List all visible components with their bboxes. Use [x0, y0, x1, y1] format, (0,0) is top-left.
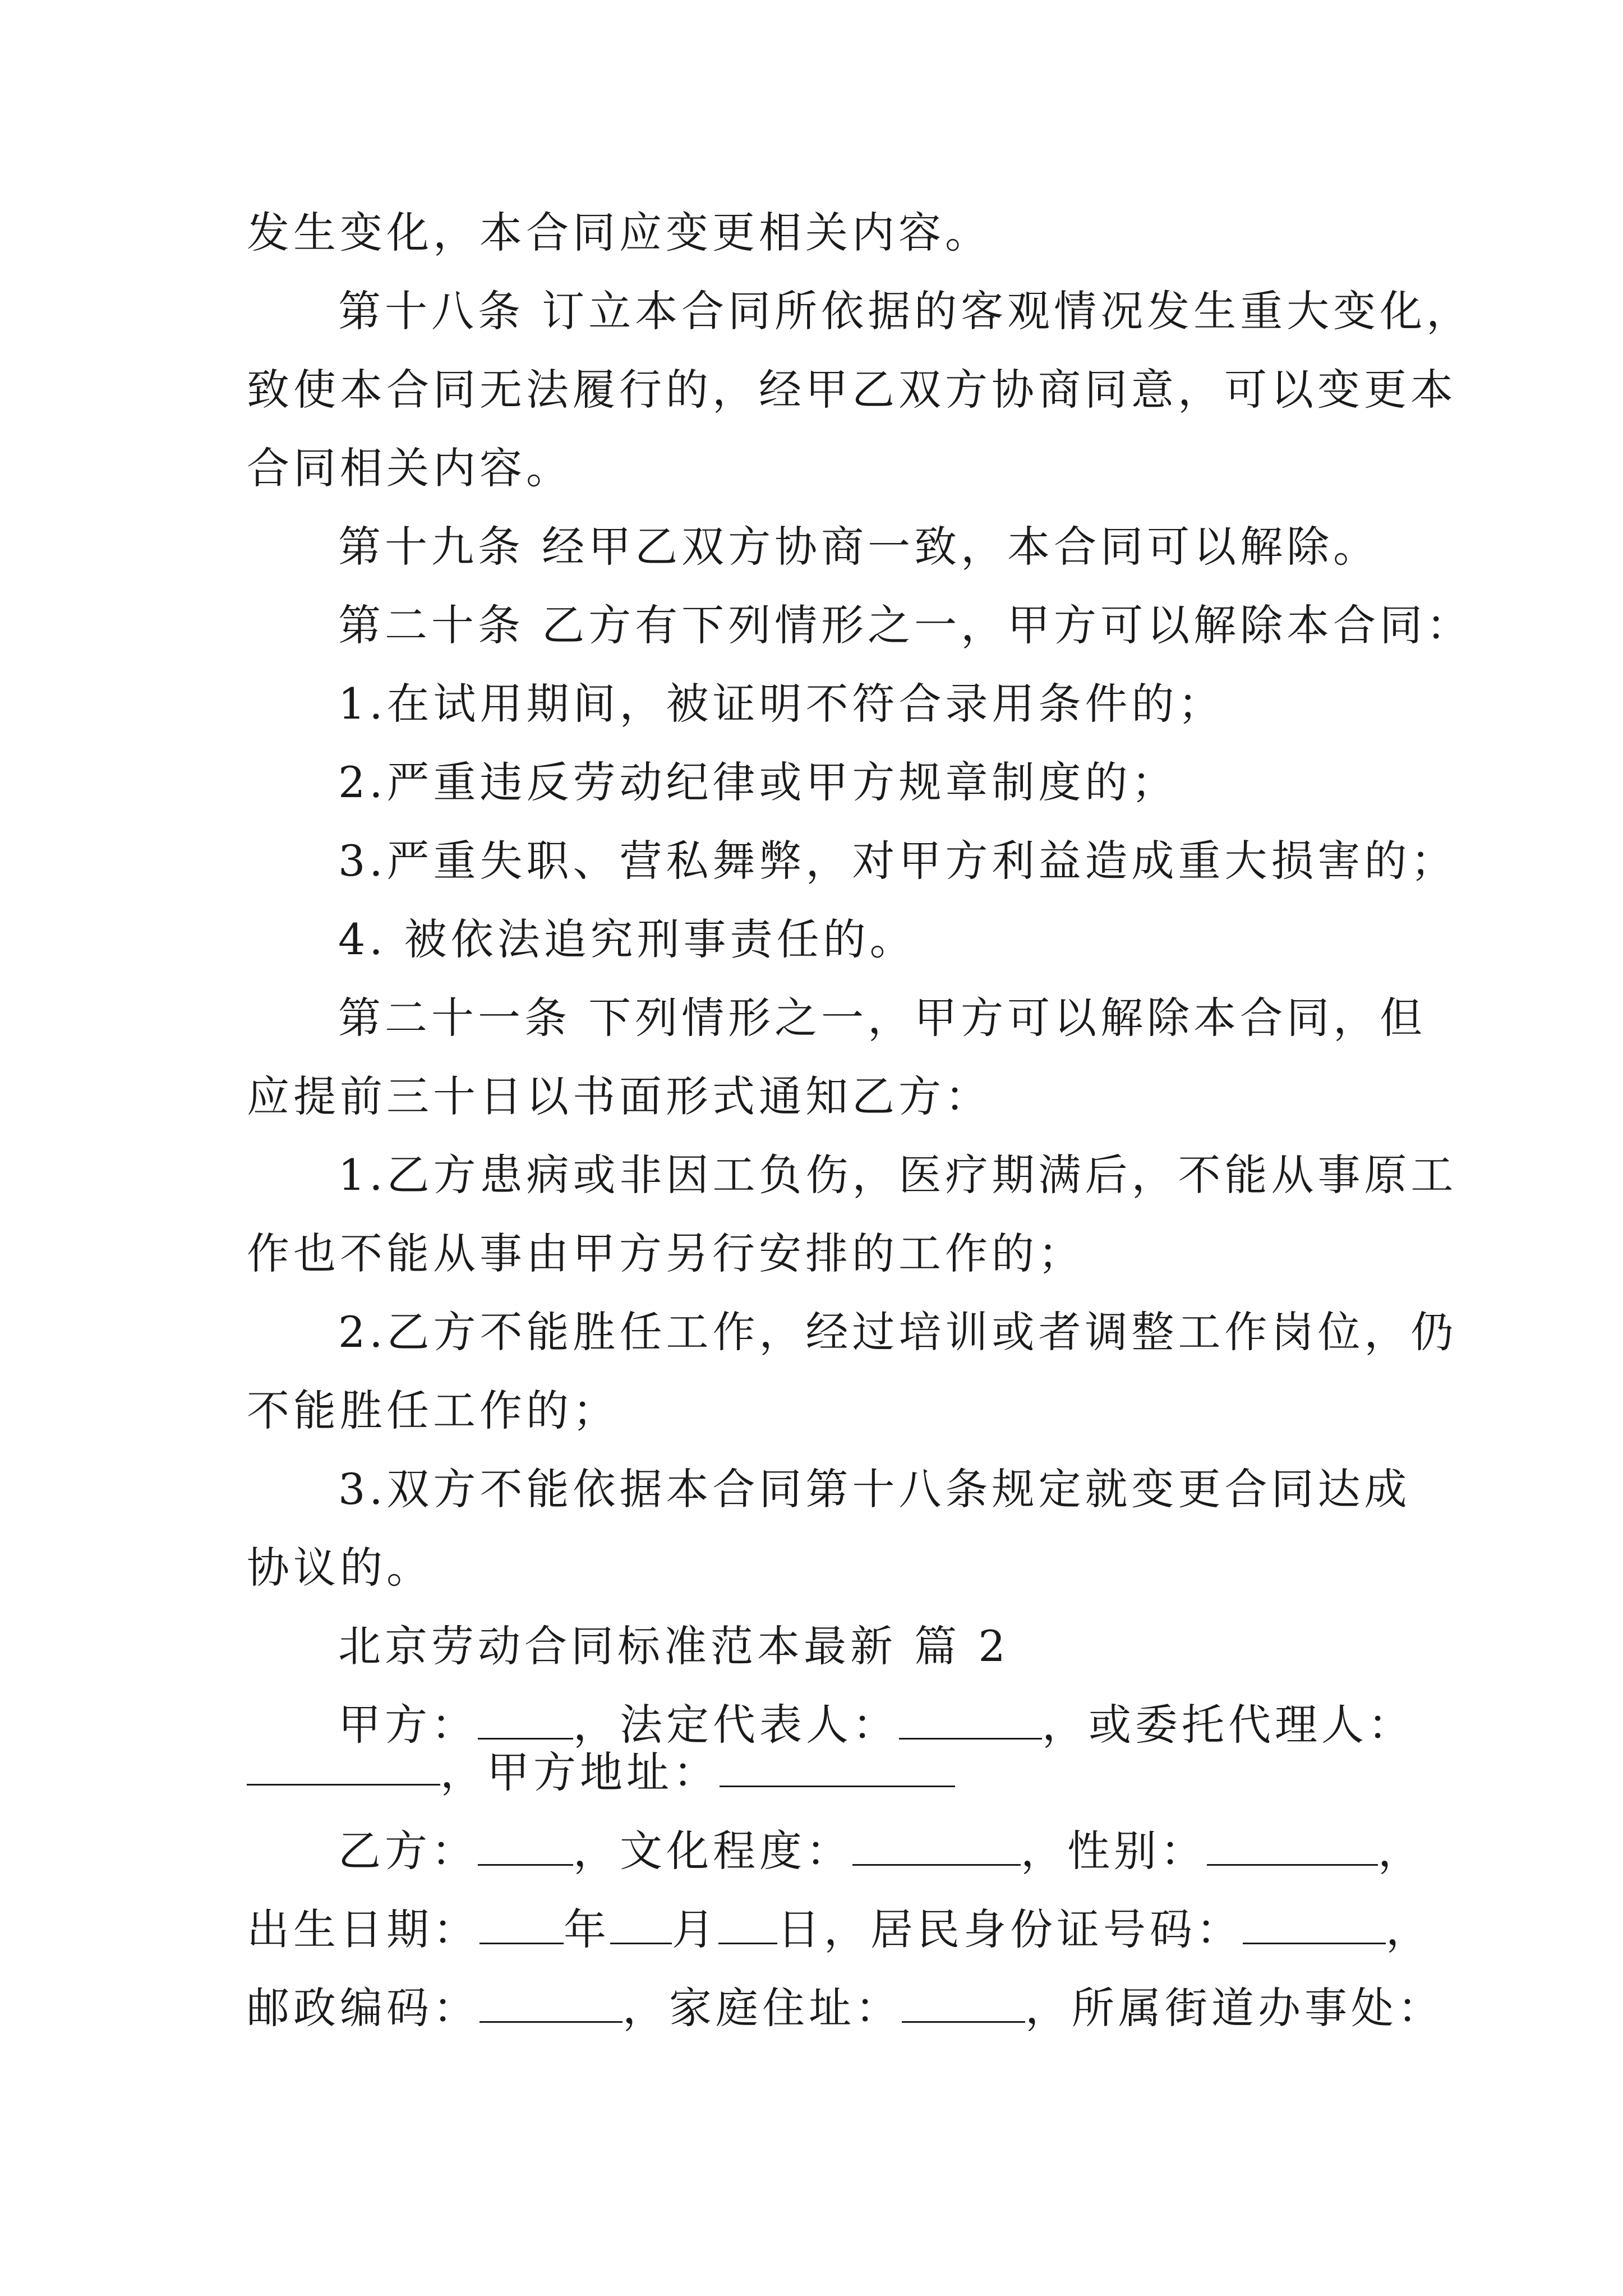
- article-21-item-1-line-2: 作也不能从事由甲方另行安排的工作的；: [247, 1228, 1085, 1278]
- id-comma: ，: [1386, 1904, 1432, 1954]
- birth-year-blank[interactable]: [479, 1902, 564, 1944]
- article-21-item-2-line-2: 不能胜任工作的；: [247, 1386, 619, 1435]
- article-21-item-2-line-1: 2.乙方不能胜任工作，经过培训或者调整工作岗位，仍: [338, 1307, 1458, 1357]
- article-18-line-3: 合同相关内容。: [247, 443, 573, 493]
- birth-label: 出生日期：: [247, 1904, 479, 1954]
- gender-comma: ，: [1378, 1826, 1424, 1876]
- street-office-label: ，所属街道办事处：: [1025, 1983, 1444, 2033]
- party-b-blank[interactable]: [478, 1824, 573, 1866]
- birth-day-blank[interactable]: [718, 1902, 777, 1944]
- party-a-blank[interactable]: [478, 1697, 573, 1740]
- article-20-item-3: 3.严重失职、营私舞弊，对甲方利益造成重大损害的；: [338, 836, 1458, 886]
- education-blank[interactable]: [852, 1824, 1021, 1866]
- text-line-1: 发生变化，本合同应变更相关内容。: [247, 208, 992, 257]
- year-label: 年: [564, 1904, 610, 1954]
- article-20: 第二十条 乙方有下列情形之一，甲方可以解除本合同：: [338, 600, 1473, 650]
- postcode-label: 邮政编码：: [247, 1983, 479, 2033]
- article-20-item-4: 4. 被依法追究刑事责任的。: [338, 914, 916, 964]
- article-21-item-3-line-1: 3.双方不能依据本合同第十八条规定就变更合同达成: [338, 1464, 1411, 1514]
- birth-line: [247, 1902, 1432, 1958]
- id-number-blank[interactable]: [1243, 1902, 1386, 1944]
- gender-blank[interactable]: [1207, 1824, 1378, 1866]
- article-18-line-1: 第十八条 订立本合同所依据的客观情况发生重大变化，: [338, 286, 1473, 336]
- postcode-line: [247, 1980, 1444, 2036]
- section-heading: 北京劳动合同标准范本最新 篇 2: [338, 1621, 1009, 1671]
- article-21-line-2: 应提前三十日以书面形式通知乙方：: [247, 1071, 992, 1121]
- agent-blank[interactable]: [247, 1784, 440, 1786]
- home-label: ，家庭住址：: [623, 1983, 902, 2033]
- month-label: 月: [672, 1904, 718, 1954]
- party-b-label: 乙方：: [338, 1826, 478, 1876]
- legal-rep-blank[interactable]: [899, 1697, 1042, 1740]
- article-19: 第十九条 经甲乙双方协商一致，本合同可以解除。: [338, 522, 1380, 572]
- party-a-address-label: ，甲方地址：: [440, 1747, 720, 1797]
- legal-rep-label: ，法定代表人：: [573, 1700, 899, 1750]
- postcode-blank[interactable]: [479, 1981, 623, 2023]
- day-id-label: 日，居民身份证号码：: [777, 1904, 1243, 1954]
- birth-month-blank[interactable]: [610, 1902, 672, 1944]
- article-21-item-1-line-1: 1.乙方患病或非因工负伤，医疗期满后，不能从事原工: [338, 1150, 1458, 1200]
- home-blank[interactable]: [902, 1981, 1025, 2023]
- article-21-line-1: 第二十一条 下列情形之一，甲方可以解除本合同，但: [338, 993, 1427, 1043]
- party-a-address-blank[interactable]: [720, 1745, 955, 1787]
- gender-label: ，性别：: [1021, 1826, 1207, 1876]
- agent-label: ，或委托代理人：: [1042, 1700, 1414, 1750]
- party-b-line: [338, 1823, 1424, 1879]
- education-label: ，文化程度：: [573, 1826, 852, 1876]
- article-21-item-3-line-2: 协议的。: [247, 1543, 433, 1593]
- article-20-item-1: 1.在试用期间，被证明不符合录用条件的；: [338, 679, 1225, 729]
- party-a-address-line: [440, 1745, 955, 1801]
- article-20-item-2: 2.严重违反劳动纪律或甲方规章制度的；: [338, 757, 1178, 807]
- article-18-line-2: 致使本合同无法履行的，经甲乙双方协商同意，可以变更本: [247, 365, 1457, 415]
- party-a-label: 甲方：: [338, 1700, 478, 1750]
